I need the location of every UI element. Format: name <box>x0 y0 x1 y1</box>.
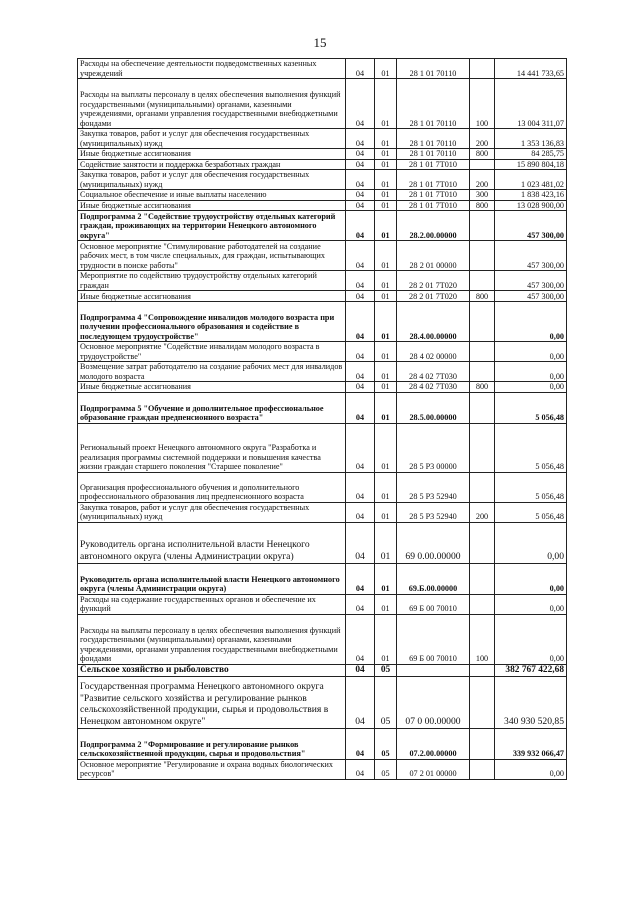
expense-type-code <box>470 728 495 759</box>
row-name: Основное мероприятие "Стимулирование работодателей на создание рабочих мест, в том числе специальных, для граждан, испытывающих трудности в поиске работы" <box>78 241 346 271</box>
row-name: Расходы на содержание государственных органов и обеспечение их функций <box>78 594 346 614</box>
expense-type-code: 100 <box>470 79 495 129</box>
subsection-code: 01 <box>375 342 397 362</box>
expense-type-code <box>470 423 495 472</box>
row-name: Расходы на обеспечение деятельности подведомственных казенных учреждений <box>78 59 346 79</box>
table-row <box>78 522 567 563</box>
row-name: Иные бюджетные ассигнования <box>78 149 346 160</box>
subsection-code: 01 <box>375 472 397 502</box>
section-code: 04 <box>346 79 375 129</box>
subsection-code: 01 <box>375 241 397 271</box>
section-code: 04 <box>346 502 375 522</box>
page-number: 15 <box>313 35 327 50</box>
target-article-code: 69 0.00.00000 <box>397 522 470 563</box>
row-name: Расходы на выплаты персоналу в целях обеспечения выполнения функций государственными (муниципальными) органами, казенными учреждениями, органами управления государственными внебюджетными фондами <box>78 614 346 664</box>
section-code: 04 <box>346 271 375 291</box>
table-row <box>78 342 567 362</box>
amount: 0,00 <box>495 302 567 342</box>
amount: 340 930 520,85 <box>495 676 567 728</box>
table-row <box>78 271 567 291</box>
table-row <box>78 302 567 342</box>
row-name: Социальное обеспечение и иные выплаты населению <box>78 190 346 201</box>
expense-type-code <box>470 241 495 271</box>
amount: 457 300,00 <box>495 241 567 271</box>
row-name: Организация профессионального обучения и дополнительного профессионального образования лиц предпенсионного возраста <box>78 472 346 502</box>
target-article-code: 28 4 02 7Т030 <box>397 362 470 382</box>
table-row <box>78 382 567 393</box>
expense-type-code <box>470 159 495 170</box>
target-article-code: 28 2 01 7Т020 <box>397 291 470 302</box>
amount: 0,00 <box>495 594 567 614</box>
table-row <box>78 728 567 759</box>
row-name: Основное мероприятие "Содействие инвалидам молодого возраста в трудоустройстве" <box>78 342 346 362</box>
amount: 5 056,48 <box>495 423 567 472</box>
table-row <box>78 129 567 149</box>
expense-type-code <box>470 472 495 502</box>
amount: 1 023 481,02 <box>495 170 567 190</box>
target-article-code: 28 1 01 70110 <box>397 79 470 129</box>
table-row <box>78 79 567 129</box>
target-article-code: 69 Б 00 70010 <box>397 614 470 664</box>
target-article-code: 28 5 Р3 52940 <box>397 472 470 502</box>
subsection-code: 01 <box>375 291 397 302</box>
target-article-code: 07 2 01 00000 <box>397 759 470 779</box>
target-article-code: 28 4 02 7Т030 <box>397 382 470 393</box>
section-code: 04 <box>346 59 375 79</box>
subsection-code: 01 <box>375 59 397 79</box>
expense-type-code: 800 <box>470 291 495 302</box>
amount: 0,00 <box>495 362 567 382</box>
subsection-code: 01 <box>375 382 397 393</box>
amount: 84 285,75 <box>495 149 567 160</box>
amount: 339 932 066,47 <box>495 728 567 759</box>
table-row <box>78 291 567 302</box>
target-article-code: 28 2 01 7Т020 <box>397 271 470 291</box>
row-name: Руководитель органа исполнительной власти Ненецкого автономного округа (члены Администрации округа) <box>78 522 346 563</box>
row-name: Закупка товаров, работ и услуг для обеспечения государственных (муниципальных) нужд <box>78 170 346 190</box>
target-article-code <box>397 664 470 676</box>
section-code: 04 <box>346 472 375 502</box>
amount: 0,00 <box>495 342 567 362</box>
section-code: 04 <box>346 291 375 302</box>
expense-type-code <box>470 759 495 779</box>
row-name: Закупка товаров, работ и услуг для обеспечения государственных (муниципальных) нужд <box>78 129 346 149</box>
section-code: 04 <box>346 170 375 190</box>
subsection-code: 01 <box>375 302 397 342</box>
section-code: 04 <box>346 159 375 170</box>
row-name: Основное мероприятие "Регулирование и охрана водных биологических ресурсов" <box>78 759 346 779</box>
subsection-code: 01 <box>375 502 397 522</box>
row-name: Подпрограмма 5 "Обучение и дополнительное профессиональное образование граждан предпенсионного возраста" <box>78 392 346 423</box>
expense-type-code <box>470 211 495 241</box>
row-name: Государственная программа Ненецкого автономного округа "Развитие сельского хозяйства и регулирование рынков сельскохозяйственной продукции, сырья и продовольствия в Ненецком автономном округе" <box>78 676 346 728</box>
table-row <box>78 159 567 170</box>
row-name: Возмещение затрат работодателю на создание рабочих мест для инвалидов молодого возраста <box>78 362 346 382</box>
amount: 5 056,48 <box>495 392 567 423</box>
table-row <box>78 759 567 779</box>
target-article-code: 28 4 02 00000 <box>397 342 470 362</box>
section-code: 04 <box>346 522 375 563</box>
expense-type-code <box>470 271 495 291</box>
row-name: Сельское хозяйство и рыболовство <box>78 664 346 676</box>
section-code: 04 <box>346 759 375 779</box>
table-row <box>78 502 567 522</box>
expense-type-code: 800 <box>470 149 495 160</box>
table-row <box>78 614 567 664</box>
row-name: Подпрограмма 2 "Содействие трудоустройству отдельных категорий граждан, проживающих на территории Ненецкого автономного округа" <box>78 211 346 241</box>
subsection-code: 01 <box>375 79 397 129</box>
expense-type-code: 200 <box>470 129 495 149</box>
subsection-code: 01 <box>375 211 397 241</box>
subsection-code: 01 <box>375 190 397 201</box>
section-code: 04 <box>346 728 375 759</box>
subsection-code: 01 <box>375 392 397 423</box>
subsection-code: 01 <box>375 170 397 190</box>
target-article-code: 28.4.00.00000 <box>397 302 470 342</box>
subsection-code: 01 <box>375 614 397 664</box>
amount: 0,00 <box>495 563 567 594</box>
expense-type-code: 200 <box>470 502 495 522</box>
amount: 457 300,00 <box>495 271 567 291</box>
section-code: 04 <box>346 241 375 271</box>
section-code: 04 <box>346 563 375 594</box>
subsection-code: 05 <box>375 664 397 676</box>
target-article-code: 28 1 01 70110 <box>397 59 470 79</box>
target-article-code: 28 2 01 00000 <box>397 241 470 271</box>
expense-type-code <box>470 664 495 676</box>
section-code: 04 <box>346 676 375 728</box>
amount: 0,00 <box>495 759 567 779</box>
expense-type-code <box>470 563 495 594</box>
expense-type-code: 200 <box>470 170 495 190</box>
amount: 0,00 <box>495 382 567 393</box>
section-code: 04 <box>346 382 375 393</box>
amount: 0,00 <box>495 614 567 664</box>
section-code: 04 <box>346 302 375 342</box>
subsection-code: 01 <box>375 362 397 382</box>
target-article-code: 28.2.00.00000 <box>397 211 470 241</box>
section-code: 04 <box>346 594 375 614</box>
subsection-code: 01 <box>375 271 397 291</box>
table-row <box>78 149 567 160</box>
subsection-code: 01 <box>375 594 397 614</box>
table-row <box>78 241 567 271</box>
section-code: 04 <box>346 362 375 382</box>
expense-type-code: 300 <box>470 190 495 201</box>
expense-type-code <box>470 594 495 614</box>
row-name: Подпрограмма 4 "Сопровождение инвалидов молодого возраста при получении профессионального образования и содействие в последующем трудоустройстве" <box>78 302 346 342</box>
amount: 13 028 900,00 <box>495 200 567 211</box>
subsection-code: 01 <box>375 149 397 160</box>
target-article-code: 28 1 01 70110 <box>397 149 470 160</box>
subsection-code: 05 <box>375 676 397 728</box>
row-name: Региональный проект Ненецкого автономного округа "Разработка и реализация программы системной поддержки и повышения качества жизни граждан старшего поколения "Старшее поколение" <box>78 423 346 472</box>
target-article-code: 28 5 Р3 52940 <box>397 502 470 522</box>
section-code: 04 <box>346 342 375 362</box>
row-name: Мероприятие по содействию трудоустройству отдельных категорий граждан <box>78 271 346 291</box>
subsection-code: 01 <box>375 159 397 170</box>
row-name: Содействие занятости и поддержка безработных граждан <box>78 159 346 170</box>
subsection-code: 01 <box>375 129 397 149</box>
target-article-code: 69.Б.00.00000 <box>397 563 470 594</box>
section-code: 04 <box>346 664 375 676</box>
expense-type-code <box>470 392 495 423</box>
row-name: Иные бюджетные ассигнования <box>78 291 346 302</box>
row-name: Подпрограмма 2 "Формирование и регулирование рынков сельскохозяйственной продукции, сырья и продовольствия" <box>78 728 346 759</box>
row-name: Иные бюджетные ассигнования <box>78 200 346 211</box>
table-row <box>78 594 567 614</box>
target-article-code: 28 1 01 7Т010 <box>397 190 470 201</box>
section-code: 04 <box>346 129 375 149</box>
expense-type-code <box>470 522 495 563</box>
amount: 5 056,48 <box>495 502 567 522</box>
subsection-code: 05 <box>375 728 397 759</box>
expense-type-code <box>470 59 495 79</box>
expense-type-code: 100 <box>470 614 495 664</box>
table-row <box>78 392 567 423</box>
target-article-code: 07 0 00.00000 <box>397 676 470 728</box>
subsection-code: 01 <box>375 522 397 563</box>
expense-type-code <box>470 676 495 728</box>
section-code: 04 <box>346 190 375 201</box>
row-name: Расходы на выплаты персоналу в целях обеспечения выполнения функций государственными (муниципальными) органами, казенными учреждениями, органами управления государственными внебюджетными фондами <box>78 79 346 129</box>
expense-type-code <box>470 302 495 342</box>
expense-type-code <box>470 362 495 382</box>
table-row <box>78 211 567 241</box>
section-code: 04 <box>346 392 375 423</box>
amount: 382 767 422,68 <box>495 664 567 676</box>
table-row <box>78 676 567 728</box>
row-name: Иные бюджетные ассигнования <box>78 382 346 393</box>
table-row <box>78 664 567 676</box>
subsection-code: 05 <box>375 759 397 779</box>
amount: 0,00 <box>495 522 567 563</box>
target-article-code: 69 Б 00 70010 <box>397 594 470 614</box>
row-name: Руководитель органа исполнительной власти Ненецкого автономного округа (члены Администрации округа) <box>78 563 346 594</box>
amount: 13 004 311,07 <box>495 79 567 129</box>
subsection-code: 01 <box>375 200 397 211</box>
table-row <box>78 190 567 201</box>
target-article-code: 28 5 Р3 00000 <box>397 423 470 472</box>
amount: 5 056,48 <box>495 472 567 502</box>
target-article-code: 28 1 01 7Т010 <box>397 200 470 211</box>
expense-type-code: 800 <box>470 382 495 393</box>
target-article-code: 28.5.00.00000 <box>397 392 470 423</box>
target-article-code: 07.2.00.00000 <box>397 728 470 759</box>
amount: 15 890 804,18 <box>495 159 567 170</box>
amount: 457 300,00 <box>495 291 567 302</box>
subsection-code: 01 <box>375 423 397 472</box>
amount: 14 441 733,65 <box>495 59 567 79</box>
target-article-code: 28 1 01 7Т010 <box>397 170 470 190</box>
target-article-code: 28 1 01 70110 <box>397 129 470 149</box>
table-row <box>78 59 567 79</box>
table-row <box>78 170 567 190</box>
amount: 457 300,00 <box>495 211 567 241</box>
section-code: 04 <box>346 149 375 160</box>
table-row <box>78 472 567 502</box>
table-row <box>78 200 567 211</box>
expense-type-code <box>470 342 495 362</box>
section-code: 04 <box>346 614 375 664</box>
section-code: 04 <box>346 200 375 211</box>
amount: 1 353 136,83 <box>495 129 567 149</box>
expense-type-code: 800 <box>470 200 495 211</box>
row-name: Закупка товаров, работ и услуг для обеспечения государственных (муниципальных) нужд <box>78 502 346 522</box>
amount: 1 838 423,16 <box>495 190 567 201</box>
section-code: 04 <box>346 423 375 472</box>
table-row <box>78 362 567 382</box>
target-article-code: 28 1 01 7Т010 <box>397 159 470 170</box>
table-row <box>78 563 567 594</box>
subsection-code: 01 <box>375 563 397 594</box>
budget-table <box>77 58 567 780</box>
table-row <box>78 423 567 472</box>
section-code: 04 <box>346 211 375 241</box>
